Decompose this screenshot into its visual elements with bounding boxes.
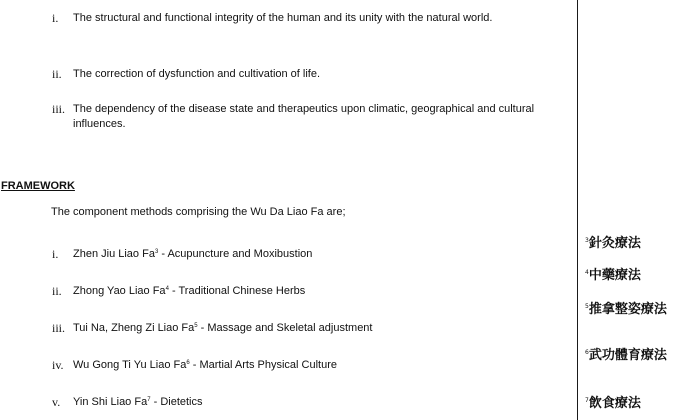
method-name: Yin Shi Liao Fa (73, 396, 148, 408)
footnote-text: 推拿整姿療法 (588, 302, 667, 317)
footnote-ref: 4 (165, 286, 169, 292)
footnote-number: 7 (585, 397, 589, 404)
principle-number: i. (52, 11, 59, 25)
footnote-number: 5 (585, 303, 589, 310)
method-name: Zhong Yao Liao Fa (73, 285, 166, 297)
method-text (73, 321, 578, 336)
method-number: ii. (52, 284, 62, 298)
principle-number: ii. (52, 67, 62, 81)
method-text (73, 247, 578, 262)
footnote (585, 268, 693, 283)
method-desc: - Massage and Skeletal adjustment (197, 322, 373, 334)
method-desc: - Dietetics (150, 396, 203, 408)
footnote (585, 236, 693, 251)
footnote-number: 3 (585, 237, 589, 244)
footnote-text: 針灸療法 (588, 236, 641, 251)
footnote (585, 396, 693, 411)
method-desc: - Acupuncture and Moxibustion (158, 248, 313, 260)
section-heading: FRAMEWORK (1, 180, 75, 192)
principle-text: The dependency of the disease state and therapeutics upon climatic, geographical and cultural influences. (73, 103, 535, 130)
method-name: Zhen Jiu Liao Fa (73, 248, 155, 260)
footnote-ref: 5 (194, 323, 198, 329)
method-text (73, 284, 578, 299)
method-number: iv. (52, 358, 64, 372)
principle-number: iii. (52, 102, 66, 116)
method-name: Wu Gong Ti Yu Liao Fa (73, 359, 187, 371)
method-number: v. (52, 395, 61, 409)
method-desc: - Traditional Chinese Herbs (168, 285, 306, 297)
margin-rule (577, 0, 578, 420)
footnote-ref: 3 (154, 249, 159, 255)
footnote (585, 302, 693, 317)
footnote-text: 中藥療法 (588, 268, 641, 283)
method-desc: - Martial Arts Physical Culture (189, 359, 338, 371)
method-text (73, 395, 578, 410)
principle-text: The correction of dysfunction and cultivation of life. (73, 68, 321, 80)
footnote (585, 348, 693, 363)
principle-text: The structural and functional integrity of the human and its unity with the natural world. (73, 12, 493, 24)
method-number: iii. (52, 321, 66, 335)
method-number: i. (52, 247, 59, 261)
footnote-ref: 6 (186, 360, 190, 366)
footnote-number: 6 (585, 349, 589, 356)
footnote-number: 4 (585, 269, 589, 276)
footnote-text: 飲食療法 (588, 396, 641, 411)
intro-text: The component methods comprising the Wu Da Liao Fa are; (51, 206, 346, 218)
footnote-ref: 7 (147, 397, 151, 403)
footnote-text: 武功體育療法 (588, 348, 667, 363)
method-name: Tui Na, Zheng Zi Liao Fa (73, 322, 195, 334)
method-text (73, 358, 578, 373)
